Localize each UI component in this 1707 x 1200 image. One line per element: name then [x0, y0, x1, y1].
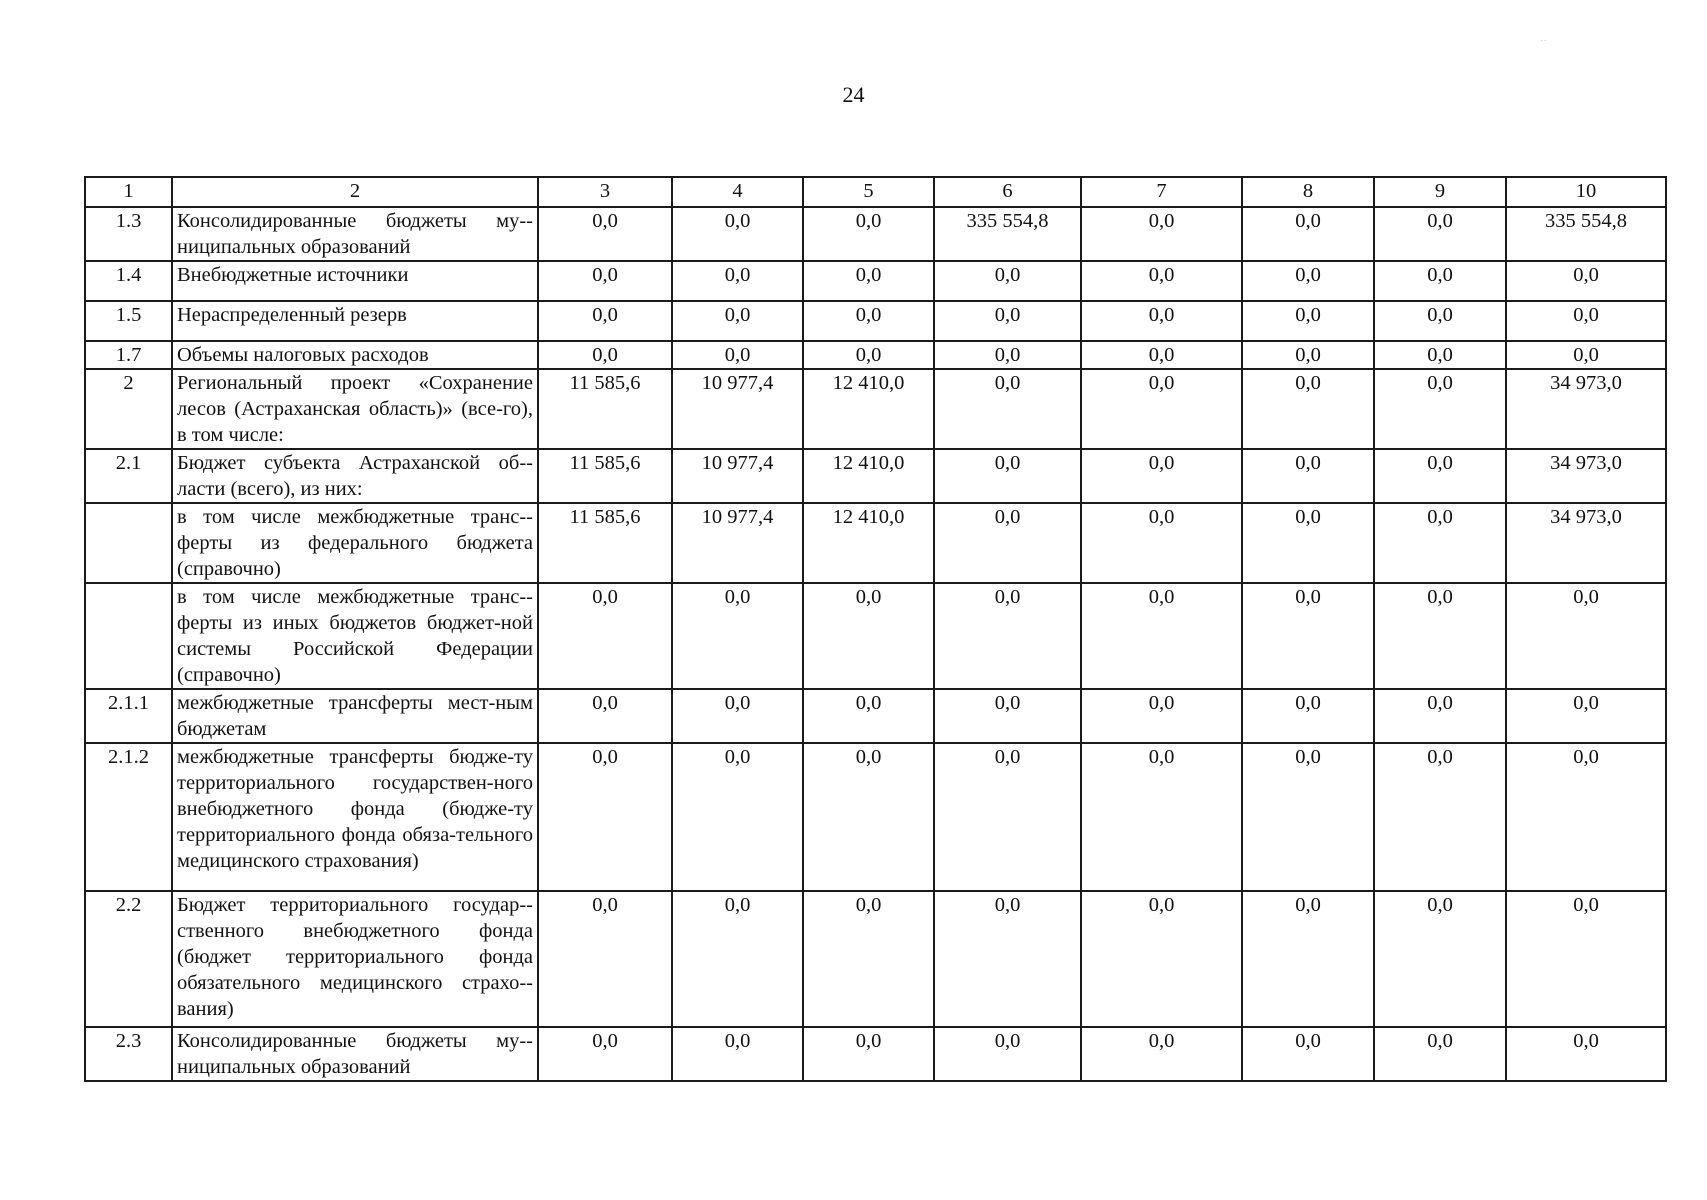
value-cell: 0,0 — [1242, 301, 1374, 341]
table-row — [85, 301, 1666, 341]
value-cell: 0,0 — [1081, 503, 1242, 583]
table-row — [85, 207, 1666, 261]
value-cell: 0,0 — [1081, 341, 1242, 369]
value-cell: 0,0 — [803, 743, 934, 891]
value-cell: 12 410,0 — [803, 449, 934, 503]
value-cell: 0,0 — [1506, 743, 1666, 891]
value-cell: 0,0 — [1506, 261, 1666, 301]
value-cell: 0,0 — [1374, 449, 1506, 503]
row-name-cell: в том числе межбюджетные транс-ферты из иных бюджетов бюджет-ной системы Российской Федерации (справочно) — [172, 583, 538, 689]
value-cell: 0,0 — [1081, 369, 1242, 449]
value-cell: 0,0 — [672, 207, 803, 261]
row-name-cell: Региональный проект «Сохранение лесов (Астраханская область)» (все-го), в том числе: — [172, 369, 538, 449]
value-cell: 0,0 — [1242, 689, 1374, 743]
header-cell: 1 — [85, 177, 172, 207]
value-cell: 0,0 — [1081, 261, 1242, 301]
value-cell: 12 410,0 — [803, 369, 934, 449]
value-cell: 10 977,4 — [672, 449, 803, 503]
header-cell: 10 — [1506, 177, 1666, 207]
header-cell: 4 — [672, 177, 803, 207]
table-row — [85, 341, 1666, 369]
value-cell: 0,0 — [1242, 743, 1374, 891]
value-cell: 0,0 — [1242, 583, 1374, 689]
value-cell: 0,0 — [1242, 369, 1374, 449]
value-cell: 0,0 — [803, 207, 934, 261]
value-cell: 0,0 — [538, 341, 672, 369]
value-cell: 0,0 — [934, 583, 1081, 689]
value-cell: 0,0 — [538, 583, 672, 689]
value-cell: 0,0 — [1242, 449, 1374, 503]
header-cell: 5 — [803, 177, 934, 207]
value-cell: 0,0 — [1506, 689, 1666, 743]
value-cell: 0,0 — [803, 1027, 934, 1081]
value-cell: 0,0 — [1374, 743, 1506, 891]
row-code-cell: 2.2 — [85, 891, 172, 1027]
value-cell: 34 973,0 — [1506, 369, 1666, 449]
value-cell: 0,0 — [1374, 689, 1506, 743]
value-cell: 0,0 — [1506, 341, 1666, 369]
row-name-cell: Нераспределенный резерв — [172, 301, 538, 341]
value-cell: 0,0 — [1374, 369, 1506, 449]
row-name-cell: Консолидированные бюджеты му-ниципальных образований — [172, 1027, 538, 1081]
value-cell: 0,0 — [1242, 261, 1374, 301]
row-code-cell — [85, 583, 172, 689]
value-cell: 0,0 — [934, 369, 1081, 449]
value-cell: 0,0 — [672, 1027, 803, 1081]
table-row — [85, 449, 1666, 503]
header-row — [85, 177, 1666, 207]
value-cell: 0,0 — [538, 261, 672, 301]
value-cell: 0,0 — [934, 689, 1081, 743]
value-cell: 0,0 — [1242, 891, 1374, 1027]
row-code-cell: 2 — [85, 369, 172, 449]
value-cell: 0,0 — [934, 1027, 1081, 1081]
value-cell: 0,0 — [1506, 301, 1666, 341]
value-cell: 0,0 — [934, 891, 1081, 1027]
value-cell: 0,0 — [1081, 207, 1242, 261]
value-cell: 0,0 — [538, 1027, 672, 1081]
table-row — [85, 583, 1666, 689]
header-cell: 2 — [172, 177, 538, 207]
value-cell: 10 977,4 — [672, 503, 803, 583]
value-cell: 34 973,0 — [1506, 449, 1666, 503]
value-cell: 0,0 — [1081, 891, 1242, 1027]
value-cell: 0,0 — [934, 261, 1081, 301]
value-cell: 0,0 — [1081, 301, 1242, 341]
value-cell: 0,0 — [538, 891, 672, 1027]
value-cell: 0,0 — [1374, 503, 1506, 583]
value-cell: 0,0 — [803, 583, 934, 689]
value-cell: 0,0 — [934, 449, 1081, 503]
row-name-cell: межбюджетные трансферты бюдже-ту территориального государствен-ного внебюджетного фонда (бюдже-ту территориального фонда обяза-тельного медицинского страхования) — [172, 743, 538, 891]
value-cell: 0,0 — [1506, 1027, 1666, 1081]
value-cell: 0,0 — [672, 689, 803, 743]
value-cell: 0,0 — [1242, 1027, 1374, 1081]
table-row — [85, 503, 1666, 583]
value-cell: 0,0 — [803, 261, 934, 301]
budget-table — [84, 176, 1667, 1082]
value-cell: 11 585,6 — [538, 369, 672, 449]
row-code-cell — [85, 503, 172, 583]
header-cell: 9 — [1374, 177, 1506, 207]
value-cell: 11 585,6 — [538, 503, 672, 583]
row-code-cell: 1.3 — [85, 207, 172, 261]
row-code-cell: 2.1 — [85, 449, 172, 503]
row-name-cell: Внебюджетные источники — [172, 261, 538, 301]
page-number: 24 — [842, 82, 865, 107]
budget-table-container — [84, 176, 1665, 1082]
value-cell: 0,0 — [672, 301, 803, 341]
value-cell: 0,0 — [803, 341, 934, 369]
value-cell: 34 973,0 — [1506, 503, 1666, 583]
value-cell: 0,0 — [538, 689, 672, 743]
value-cell: 0,0 — [1374, 207, 1506, 261]
value-cell: 0,0 — [1374, 261, 1506, 301]
table-row — [85, 1027, 1666, 1081]
value-cell: 0,0 — [672, 743, 803, 891]
value-cell: 0,0 — [934, 341, 1081, 369]
value-cell: 0,0 — [672, 341, 803, 369]
row-name-cell: в том числе межбюджетные транс-ферты из федерального бюджета (справочно) — [172, 503, 538, 583]
value-cell: 0,0 — [1242, 341, 1374, 369]
value-cell: 0,0 — [1242, 503, 1374, 583]
value-cell: 0,0 — [672, 583, 803, 689]
value-cell: 0,0 — [1374, 341, 1506, 369]
value-cell: 0,0 — [672, 261, 803, 301]
row-code-cell: 1.7 — [85, 341, 172, 369]
value-cell: 0,0 — [1081, 689, 1242, 743]
value-cell: 0,0 — [934, 743, 1081, 891]
value-cell: 0,0 — [1242, 207, 1374, 261]
header-cell: 6 — [934, 177, 1081, 207]
row-code-cell: 1.4 — [85, 261, 172, 301]
value-cell: 0,0 — [1374, 301, 1506, 341]
value-cell: 0,0 — [1081, 1027, 1242, 1081]
value-cell: 0,0 — [934, 301, 1081, 341]
table-row — [85, 369, 1666, 449]
header-cell: 8 — [1242, 177, 1374, 207]
row-name-cell: Бюджет субъекта Астраханской об-ласти (всего), из них: — [172, 449, 538, 503]
table-row — [85, 743, 1666, 891]
value-cell: 335 554,8 — [1506, 207, 1666, 261]
value-cell: 0,0 — [538, 301, 672, 341]
row-code-cell: 1.5 — [85, 301, 172, 341]
value-cell: 0,0 — [1506, 891, 1666, 1027]
value-cell: 12 410,0 — [803, 503, 934, 583]
value-cell: 0,0 — [1506, 583, 1666, 689]
value-cell: 0,0 — [538, 207, 672, 261]
table-row — [85, 689, 1666, 743]
row-name-cell: Объемы налоговых расходов — [172, 341, 538, 369]
row-name-cell: Бюджет территориального государ-ственного внебюджетного фонда (бюджет территориального фонда обязательного медицинского страхо-вания) — [172, 891, 538, 1027]
row-code-cell: 2.3 — [85, 1027, 172, 1081]
value-cell: 0,0 — [1081, 449, 1242, 503]
header-cell: 3 — [538, 177, 672, 207]
table-row — [85, 261, 1666, 301]
value-cell: 0,0 — [803, 891, 934, 1027]
row-code-cell: 2.1.1 — [85, 689, 172, 743]
value-cell: 0,0 — [1081, 583, 1242, 689]
scan-artifact: ·· — [1540, 36, 1547, 47]
value-cell: 0,0 — [1374, 583, 1506, 689]
value-cell: 0,0 — [1374, 891, 1506, 1027]
row-name-cell: межбюджетные трансферты мест-ным бюджетам — [172, 689, 538, 743]
value-cell: 0,0 — [803, 301, 934, 341]
value-cell: 0,0 — [1081, 743, 1242, 891]
value-cell: 335 554,8 — [934, 207, 1081, 261]
value-cell: 0,0 — [934, 503, 1081, 583]
value-cell: 11 585,6 — [538, 449, 672, 503]
row-code-cell: 2.1.2 — [85, 743, 172, 891]
header-cell: 7 — [1081, 177, 1242, 207]
row-name-cell: Консолидированные бюджеты му-ниципальных образований — [172, 207, 538, 261]
value-cell: 10 977,4 — [672, 369, 803, 449]
value-cell: 0,0 — [1374, 1027, 1506, 1081]
table-row — [85, 891, 1666, 1027]
value-cell: 0,0 — [538, 743, 672, 891]
value-cell: 0,0 — [803, 689, 934, 743]
value-cell: 0,0 — [672, 891, 803, 1027]
